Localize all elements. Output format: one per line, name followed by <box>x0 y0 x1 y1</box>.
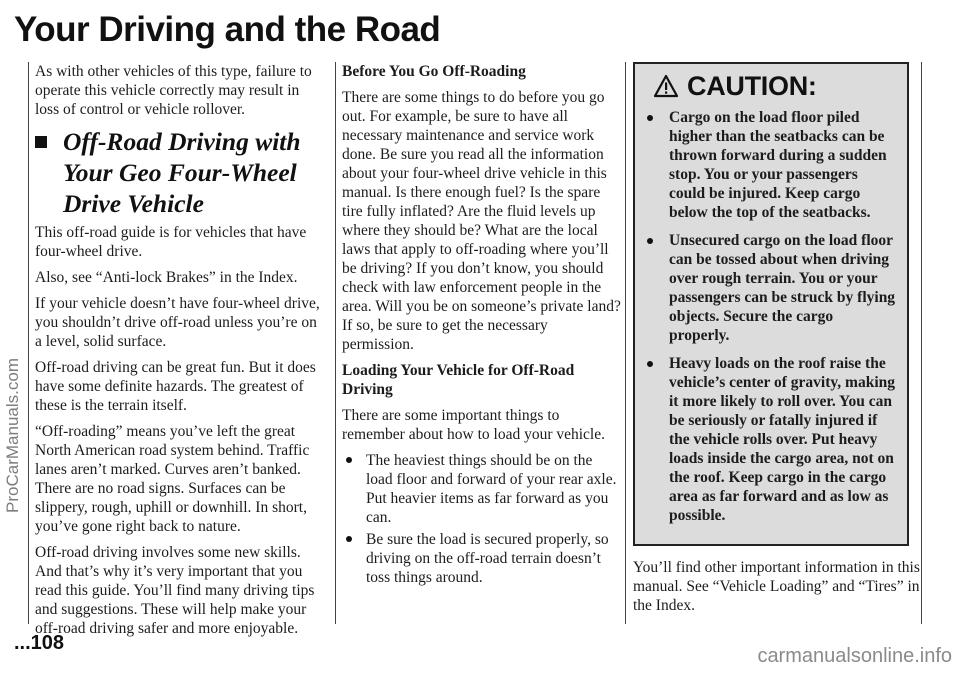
list-item: Be sure the load is secured properly, so driving on the off-road terrain doesn’t toss things around. <box>342 530 622 587</box>
watermark-left-text: ProCarManuals.com <box>3 357 22 513</box>
paragraph: You’ll find other important information in this manual. See “Vehicle Loading” and “Tires” in the Index. <box>633 559 920 614</box>
watermark-left <box>2 225 24 645</box>
caution-heading-text: CAUTION: <box>687 70 817 101</box>
caution-heading <box>653 70 897 101</box>
list-item: Unsecured cargo on the load floor can be tossed about when driving over rough terrain. You or your passengers can be struck by flying objects. Secure the cargo properly. <box>645 231 897 345</box>
paragraph: “Off-roading” means you’ve left the great North American road system behind. Traffic lanes aren’t marked. Curves aren’t banked. There are no road signs. Surfaces can be slippery, rough, uphill or downhill. In short, you’ve gone right back to nature. <box>35 423 310 535</box>
paragraph: Also, see “Anti-lock Brakes” in the Index. <box>35 269 298 286</box>
paragraph: If your vehicle doesn’t have four-wheel drive, you shouldn’t drive off-road unless you’re on a level, solid surface. <box>35 295 320 350</box>
paragraph: There are some things to do before you go out. For example, be sure to have all necessary maintenance and service work done. Be sure you read all the information about your four-wheel drive vehicle in this manual. Is there enough fuel? Is the spare tire fully inflated? Are the fluid levels up where they should be? What are the local laws that apply to off-roading where you’ll be driving? If you don’t know, you should check with law enforcement people in the area. Will you be on someone’s private land? If so, be sure to get the necessary permission. <box>342 89 621 353</box>
column-two <box>342 62 622 593</box>
list-item: Heavy loads on the roof raise the vehicle’s center of gravity, making it more likely to roll over. You can be seriously or fatally injured if the vehicle rolls over. Put heavy loads inside the cargo area, not on the roof. Keep cargo in the cargo area as far forward and as low as possible. <box>645 354 897 525</box>
section-heading-text: Off-Road Driving with Your Geo Four-Wheel Drive Vehicle <box>63 127 301 218</box>
list-item: Cargo on the load floor piled higher than the seatbacks can be thrown forward during a sudden stop. You or your passengers could be injured. Keep cargo below the top of the seatbacks. <box>645 108 897 222</box>
page-title: Your Driving and the Road <box>14 10 441 49</box>
list-item: The heaviest things should be on the load floor and forward of your rear axle. Put heavier items as far forward as you can. <box>342 451 622 527</box>
paragraph: Off-road driving can be great fun. But it does have some definite hazards. The greatest of these is the terrain itself. <box>35 359 316 414</box>
paragraph: There are some important things to remember about how to load your vehicle. <box>342 407 605 443</box>
column-three <box>633 62 923 622</box>
section-heading <box>35 126 327 219</box>
loading-bullet-list <box>342 451 622 587</box>
column-one <box>35 62 327 645</box>
column-divider-left <box>28 62 29 624</box>
warning-triangle-icon <box>653 74 679 98</box>
column-divider-right <box>625 62 626 624</box>
caution-bullet-list <box>645 108 897 525</box>
square-bullet-icon <box>35 136 47 148</box>
column-divider-middle <box>335 62 336 624</box>
caution-box <box>633 62 909 546</box>
watermark-bottom: carmanualsonline.info <box>757 645 952 667</box>
paragraph: Off-road driving involves some new skills. And that’s why it’s very important that you read this guide. You’ll find many driving tips and suggestions. These will help make your off-road driving safer and more enjoyable. <box>35 544 315 637</box>
paragraph: This off-road guide is for vehicles that have four-wheel drive. <box>35 224 307 260</box>
page-number: ...108 <box>14 632 65 654</box>
subheading-loading-vehicle: Loading Your Vehicle for Off-Road Driving <box>342 362 575 398</box>
intro-paragraph: As with other vehicles of this type, failure to operate this vehicle correctly may result in loss of control or vehicle rollover. <box>35 63 312 118</box>
subheading-before-off-roading: Before You Go Off-Roading <box>342 63 526 80</box>
